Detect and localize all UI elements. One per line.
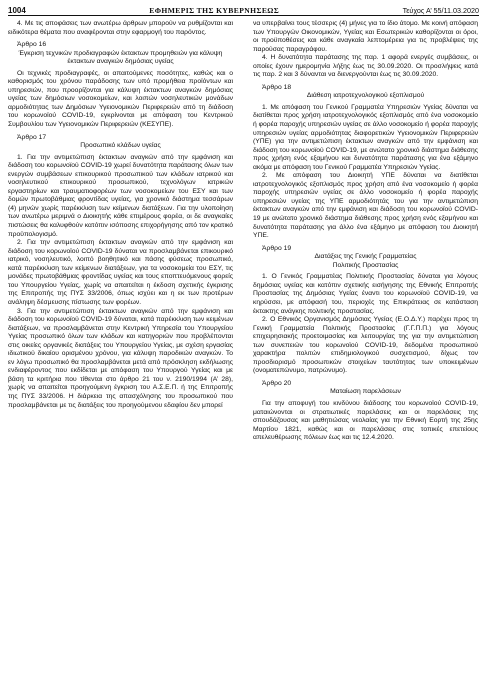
left-column: [8, 20, 233, 410]
right-column: [253, 20, 478, 443]
journal-title: ΕΦΗΜΕΡΙΣ ΤΗΣ ΚΥΒΕΡΝΗΣΕΩΣ: [149, 6, 280, 15]
article-19-paragraph-2: 2. Ο Εθνικός Οργανισμός Δημόσιας Υγείας (Ε.Ο.Δ.Υ.) παρέχει προς τη Γενική Γραμματεία Πολιτικής Προστασίας (Γ.Γ.Π.Π.) για λόγους επιχειρησιακής προετοιμασίας και λειτουργίας της για την αντιμετώπιση των συνεπειών του κορωνοϊού COVID-19, δεδομένα προσωπικού χαρακτήρα πολιτών επιδημιολογικού συσχετισμού, δίχως τον προσδιορισμό προσωπικών στοιχείων ταυτότητας των υποκειμένων (ονοματεπώνυμο, πατρώνυμο).: [253, 316, 478, 375]
issue-reference: Τεύχος Α’ 55/11.03.2020: [402, 6, 479, 15]
article-18-title: Διάθεση ιατροτεχνολογικού εξοπλισμού: [306, 92, 425, 100]
article-17-title: Προσωπικό κλάδων υγείας: [80, 142, 161, 150]
article-19-title-line-2: Πολιτικής Προστασίας: [332, 261, 399, 269]
article-19-paragraph-1: 1. Ο Γενικός Γραμματέας Πολιτικής Προστασίας δύναται για λόγους δημόσιας υγείας και κατόπιν σχετικής εισήγησης της Εθνικής Επιτροπής Προστασίας της Δημόσιας Υγείας έναντι του κορωνοϊού COVID-19, να κηρύσσει, με απόφασή του, περιοχές της Επικράτειας σε κατάσταση έκτακτης ανάγκης πολιτικής προστασίας.: [253, 273, 478, 315]
paragraph-continued: να υπερβαίνει τους τέσσερις (4) μήνες για το ίδιο άτομο. Με κοινή απόφαση των Υπουργών Οικονομικών, Υγείας και Εσωτερικών καθορίζονται οι όροι, οι προϋποθέσεις και κάθε αναγκαία λεπτομέρεια για τις προβλέψεις της παρούσας παραγράφου.: [253, 20, 478, 53]
article-17-heading: Άρθρο 17: [17, 133, 47, 141]
article-19-heading: Άρθρο 19: [262, 244, 292, 252]
page-number: 1004: [8, 6, 26, 15]
article-19-title-line-1: Διατάξεις της Γενικής Γραμματείας: [314, 253, 417, 261]
article-16-title: Έγκριση τεχνικών προδιαγραφών έκτακτων προμηθειών για κάλυψη έκτακτων αναγκών δημόσιας υγείας: [18, 49, 223, 66]
article-17-paragraph-1: 1. Για την αντιμετώπιση έκτακτων αναγκών από την εμφάνιση και διάδοση του κορωνοϊού COVID-19 χωρεί δυνατότητα παράτασης όλων των ενεργών συμβάσεων επικουρικού προσωπικού των κλάδων ιατρικού και νοσηλευτικού επικουρικού προσωπικού, τεχνολόγων ιατρικών εργαστηρίων και τραυματιοφορέων των νοσοκομείων του ΕΣΥ και των δομών πρωτοβάθμιας φροντίδας υγείας, για χρονικό διάστημα τεσσάρων (4) μηνών χωρίς παρέκκλιση των κείμενων διατάξεων. Για την υλοποίηση των ανωτέρω μεριμνά ο Διοικητής κάθε επιμέρους φορέα, οι δε αναγκαίες πιστώσεις θα καλυφθούν κατόπιν ισόποσης επιχορήγησης από τον κρατικό προϋπολογισμό.: [8, 153, 233, 238]
article-17-paragraph-4: 4. Η δυνατότητα παράτασης της παρ. 1 αφορά ενεργές συμβάσεις, οι οποίες έχουν ημερομηνία λήξης έως τις 30.09.2020. Οι προσλήψεις κατά τις παρ. 2 και 3 δύνανται να διενεργούνται έως τις 30.09.2020.: [253, 54, 478, 79]
article-20-heading: Άρθρο 20: [262, 379, 292, 387]
article-18-paragraph-1: 1. Με απόφαση του Γενικού Γραμματέα Υπηρεσιών Υγείας δύναται να διατίθεται προς χρήση ιατροτεχνολογικός εξοπλισμός από ένα νοσοκομείο ή φορέα παροχής υπηρεσιών υγείας σε άλλο νοσοκομείο ή φορέα παροχής υπηρεσιών υγείας αρμοδιότητας διαφορετικών Υγειονομικών Περιφερειών (ΥΠΕ) για την αντιμετώπιση έκτακτων αναγκών από την εμφάνιση και διάδοση του κορωνοϊού COVID-19, με ανώτατο χρονικό διάστημα διάθεσης προς χρήση ενός εξαμήνου και δυνατότητα παράτασης για ένα εξάμηνο ακόμα με απόφαση του Γενικού Γραμματέα Υπηρεσιών Υγείας.: [253, 103, 478, 171]
article-16-paragraph: Οι τεχνικές προδιαγραφές, οι απαιτούμενες ποσότητες, καθώς και ο καθορισμός του χρόνου παράδοσης των υπό προμήθεια προϊόντων και υπηρεσιών, που προορίζονται για κάλυψη έκτακτων αναγκών δημόσιας υγείας των δημόσιων νοσοκομείων, και λοιπών νοσηλευτικών μονάδων αρμοδιότητας των Δημόσιων Υγειονομικών Περιφερειών από τη διάδοση του κορωνοϊού COVID-19, εγκρίνονται με απόφαση του Κεντρικού Συμβουλίου των Υγειονομικών Περιφερειών (ΚΕΣΥΠΕ).: [8, 69, 233, 129]
article-18-paragraph-2: 2. Με απόφαση του Διοικητή ΥΠΕ δύναται να διατίθεται ιατροτεχνολογικός εξοπλισμός προς χρήση από ένα νοσοκομείο ή φορέα παροχής υπηρεσιών υγείας σε άλλο νοσοκομείο ή φορέα παροχής υπηρεσιών υγείας της ΥΠΕ αρμοδιότητάς του για την αντιμετώπιση έκτακτων αναγκών από την εμφάνιση και διάδοση του κορωνοϊού COVID-19 με ανώτατο χρονικό διάστημα διάθεσης προς χρήση ενός εξαμήνου και δυνατότητα παράτασης για άλλο ένα εξάμηνο με απόφαση του Διοικητή ΥΠΕ.: [253, 172, 478, 240]
page-header: [8, 2, 479, 16]
article-18-heading: Άρθρο 18: [262, 83, 292, 91]
article-17-paragraph-3: 3. Για την αντιμετώπιση έκτακτων αναγκών από την εμφάνιση και διάδοση του κορωνοϊού COVID-19 δύναται, κατά παρέκκλιση των κειμένων διατάξεων, να προσλαμβάνεται στην Κεντρική Υπηρεσία του Υπουργείου Υγείας προσωπικό όλων των κλάδων και κατηγοριών που προβλέπονται στις οικείες οργανικές διατάξεις του Υπουργείου Υγείας, με σχέση εργασίας ιδιωτικού δικαίου ορισμένου χρόνου, για κάλυψη παροδικών αναγκών. Το εν λόγω προσωπικό θα προσλαμβάνεται μετά από πρόσκληση εκδήλωσης ενδιαφέροντος που εκδίδεται με απόφαση του Υπουργού Υγείας και με βάση τα κριτήρια που τίθενται στο άρθρο 21 του ν. 2190/1994 (Α’ 28), χωρίς να απαιτείται προηγούμενη έγκριση του Α.Σ.Ε.Π. ή της Επιτροπής της ΠΥΣ 33/2006. Η διάρκεια της απασχόλησης του προσωπικού που προσλαμβάνεται με τις διατάξεις του προηγούμενου εδαφίου δεν μπορεί: [8, 307, 233, 409]
article-20-title: Ματαίωση παρελάσεων: [330, 388, 401, 396]
paragraph: 4. Με τις αποφάσεις των ανωτέρω άρθρων μπορούν να ρυθμίζονται και ειδικότερα θέματα που αναφέρονται στην εφαρμογή του παρόντος.: [8, 20, 233, 36]
article-20-paragraph: Για την αποφυγή του κινδύνου διάδοσης του κορωνοϊού COVID-19, ματαιώνονται οι στρατιωτικές παρελάσεις και οι παρελάσεις της σπουδάζουσας και μαθητιώσας νεολαίας για την Εθνική Εορτή της 25ης Μαρτίου 1821, καθώς και οι παρελάσεις στις τοπικές επετείους απελευθέρωσης πόλεων έως και τις 12.4.2020.: [253, 399, 478, 442]
article-16-heading: Άρθρο 16: [17, 41, 47, 49]
article-17-paragraph-2: 2. Για την αντιμετώπιση έκτακτων αναγκών από την εμφάνιση και διάδοση του κορωνοϊού COVID-19 δύναται να προσλαμβάνεται επικουρικό ιατρικό, νοσηλευτικό, λοιπό βοηθητικό και πάσης φύσεως προσωπικό, κατά παρέκκλιση των κείμενων διατάξεων, για τα νοσοκομεία του ΕΣΥ, τις μονάδες πρωτοβάθμιας φροντίδας υγείας και τους εποπτευόμενους φορείς του Υπουργείου Υγείας, χωρίς να απαιτείται η έκδοση σχετικής έγκρισης της Επιτροπής της ΠΥΣ 33/2006, όπως ισχύει και η εκ των προτέρων ανάληψη δέσμευσης πίστωσης των φορέων.: [8, 239, 233, 306]
